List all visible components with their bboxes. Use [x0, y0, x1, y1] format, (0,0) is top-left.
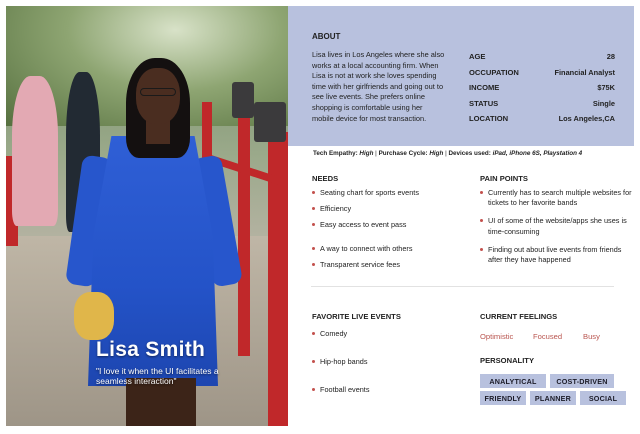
list-item-text: Hip-hop bands	[320, 357, 368, 367]
bullet-icon	[312, 207, 315, 210]
list-item	[312, 329, 462, 339]
tech-summary	[313, 150, 582, 157]
devices-value: iPad, iPhone 6S, Playstation 4	[492, 150, 583, 157]
list-item-text: Currently has to search multiple websites for tickets to her favorite bands	[488, 188, 632, 208]
list-item-text: Football events	[320, 385, 370, 395]
list-item	[312, 260, 462, 270]
stat-row-occupation	[469, 65, 615, 81]
list-item-text: Seating chart for sports events	[320, 188, 419, 197]
about-title: ABOUT	[312, 32, 341, 41]
list-item	[312, 204, 462, 214]
photo-bystander	[12, 76, 58, 226]
list-item	[312, 220, 462, 230]
favorite-events-list	[312, 329, 462, 396]
stat-label: AGE	[469, 52, 486, 62]
devices-label: Devices used:	[448, 150, 491, 157]
stat-label: INCOME	[469, 83, 500, 93]
needs-title: NEEDS	[312, 174, 339, 183]
personality-tag-planner: PLANNER	[530, 391, 576, 405]
list-item-text: UI of some of the website/apps she uses is time-consuming	[488, 216, 627, 236]
stat-row-age	[469, 49, 615, 65]
favorite-events-title: FAVORITE LIVE EVENTS	[312, 312, 401, 321]
purchase-cycle-label: Purchase Cycle:	[378, 150, 428, 157]
bullet-icon	[312, 247, 315, 250]
stat-value: $75K	[597, 83, 615, 93]
stat-row-location	[469, 111, 615, 127]
stat-label: STATUS	[469, 98, 499, 108]
photo-handbag	[74, 292, 114, 340]
needs-list	[312, 188, 462, 270]
bullet-icon	[312, 360, 315, 363]
persona-quote: "I love it when the UI facilitates a seamless interaction"	[96, 366, 219, 386]
stat-label: LOCATION	[469, 114, 509, 124]
bullet-icon	[312, 223, 315, 226]
list-item-text: Finding out about live events from friends after they have happened	[488, 244, 622, 265]
stat-value: 28	[606, 52, 615, 62]
list-item	[312, 385, 462, 395]
stat-row-income	[469, 80, 615, 96]
personality-title: PERSONALITY	[480, 356, 535, 365]
list-item-text: Efficiency	[320, 204, 352, 214]
pain-points-list	[480, 188, 632, 265]
list-item-text: Transparent service fees	[320, 259, 401, 269]
feeling-focused: Focused	[533, 332, 563, 341]
bullet-icon	[312, 263, 315, 266]
feeling-optimistic: Optimistic	[480, 332, 514, 341]
list-item-text: A way to connect with others	[320, 243, 413, 253]
photo-railing	[238, 116, 250, 356]
list-item	[480, 245, 632, 265]
list-item	[312, 357, 462, 367]
bullet-icon	[480, 219, 483, 222]
tech-empathy-label: Tech Empathy:	[313, 150, 358, 157]
stat-value: Los Angeles,CA	[558, 114, 615, 124]
list-item	[312, 244, 462, 254]
tech-empathy-value: High	[359, 150, 374, 157]
section-divider	[311, 286, 614, 287]
about-text: Lisa lives in Los Angeles where she also works at a local accounting firm. When Lisa is not at work she loves spending time with her girlfriends and going out to see live events. She prefers online shopping is comfortable using her mobile device for most transaction.	[312, 50, 445, 123]
bullet-icon	[312, 388, 315, 391]
pain-points-title: PAIN POINTS	[480, 174, 528, 183]
bullet-icon	[312, 191, 315, 194]
list-item	[480, 188, 632, 208]
photo-lantern-post	[232, 82, 254, 118]
demographics-list	[469, 49, 615, 127]
bullet-icon	[480, 248, 483, 251]
personality-tag-cost-driven: COST-DRIVEN	[550, 374, 614, 388]
stat-value: Single	[592, 98, 615, 108]
stat-label: OCCUPATION	[469, 67, 519, 77]
list-item	[480, 216, 632, 236]
feeling-busy: Busy	[583, 332, 600, 341]
persona-photo	[6, 6, 288, 426]
persona-name: Lisa Smith	[96, 338, 206, 361]
photo-lantern-post	[254, 102, 286, 142]
bullet-icon	[480, 191, 483, 194]
photo-glasses	[140, 88, 176, 96]
purchase-cycle-value: High	[429, 150, 444, 157]
list-item-text: Comedy	[320, 329, 348, 338]
list-item-text: Easy access to event pass	[320, 220, 407, 230]
bullet-icon	[312, 332, 315, 335]
current-feelings-title: CURRENT FEELINGS	[480, 312, 558, 321]
personality-tag-friendly: FRIENDLY	[480, 391, 526, 405]
tech-separator: |	[443, 150, 449, 157]
stat-row-status	[469, 96, 615, 112]
personality-tag-social: SOCIAL	[580, 391, 626, 405]
stat-value: Financial Analyst	[554, 67, 615, 77]
tech-separator: |	[373, 150, 379, 157]
photo-face	[136, 68, 180, 124]
list-item	[312, 188, 462, 198]
personality-tag-analytical: ANALYTICAL	[480, 374, 546, 388]
